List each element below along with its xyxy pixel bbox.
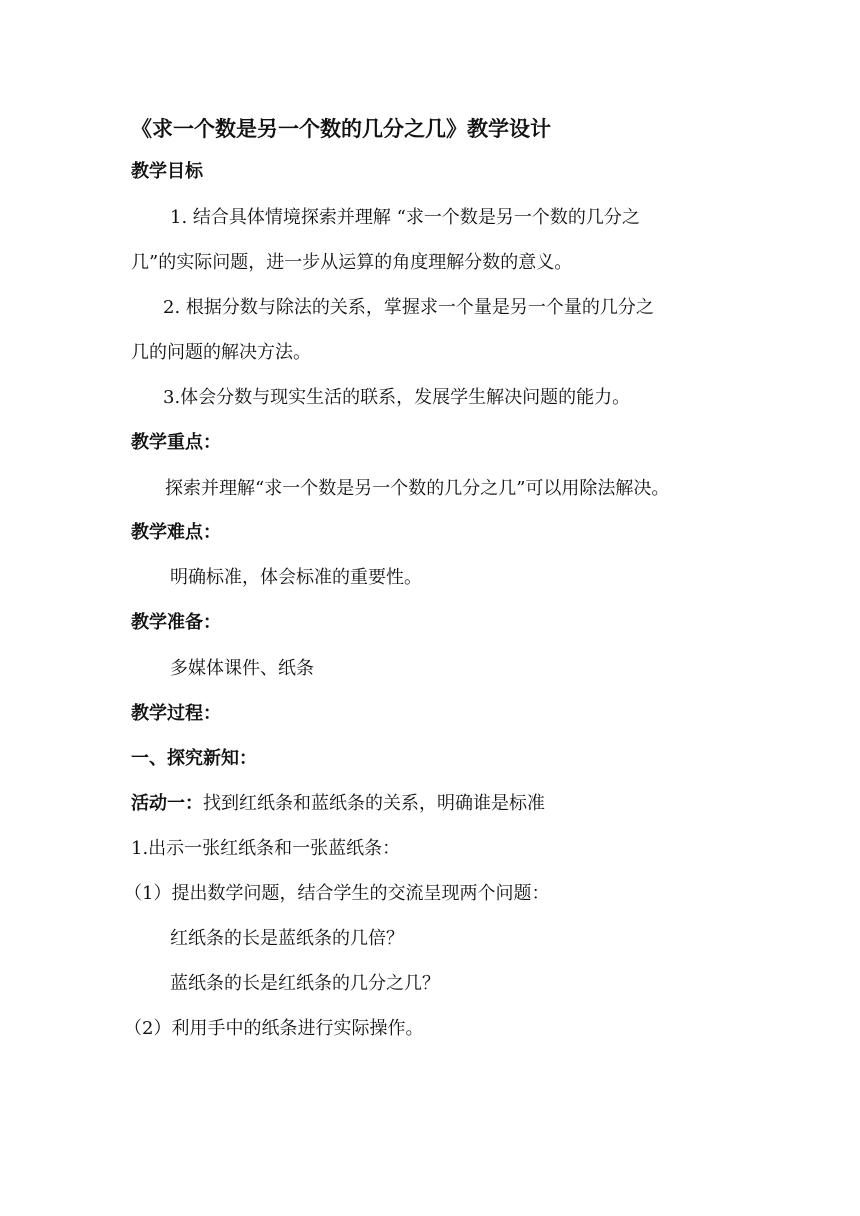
difficulty-text: 明确标准，体会标准的重要性。 — [170, 567, 422, 588]
objective-1-line-1: 1. 结合具体情境探索并理解 “求一个数是另一个数的几分之 — [170, 207, 640, 228]
document-title: 《求一个数是另一个数的几分之几》教学设计 — [131, 116, 551, 141]
key-point-text: 探索并理解“求一个数是另一个数的几分之几”可以用除法解决。 — [165, 478, 670, 499]
objective-3: 3.体会分数与现实生活的联系，发展学生解决问题的能力。 — [163, 387, 631, 408]
section-1-heading: 一、探究新知： — [131, 748, 257, 769]
step-1: 1.出示一张红纸条和一张蓝纸条： — [131, 838, 401, 859]
preparation-heading: 教学准备： — [131, 612, 221, 633]
question-1: 红纸条的长是蓝纸条的几倍？ — [170, 928, 404, 949]
sub-step-1: （1）提出数学问题，结合学生的交流呈现两个问题： — [124, 883, 550, 904]
key-point-heading: 教学重点： — [131, 432, 221, 453]
objective-2-line-2: 几的问题的解决方法。 — [131, 342, 311, 363]
activity-1 — [131, 791, 545, 817]
objective-2-line-1: 2. 根据分数与除法的关系，掌握求一个量是另一个量的几分之 — [163, 297, 654, 318]
activity-1-text: 找到红纸条和蓝纸条的关系，明确谁是标准 — [203, 793, 545, 814]
activity-1-label: 活动一： — [131, 793, 203, 814]
process-heading: 教学过程： — [131, 703, 221, 724]
sub-step-2: （2）利用手中的纸条进行实际操作。 — [124, 1018, 424, 1039]
question-2: 蓝纸条的长是红纸条的几分之几？ — [170, 973, 440, 994]
objective-1-line-2: 几”的实际问题，进一步从运算的角度理解分数的意义。 — [131, 252, 573, 273]
objectives-heading: 教学目标 — [131, 161, 203, 182]
preparation-text: 多媒体课件、纸条 — [170, 658, 314, 679]
difficulty-heading: 教学难点： — [131, 522, 221, 543]
